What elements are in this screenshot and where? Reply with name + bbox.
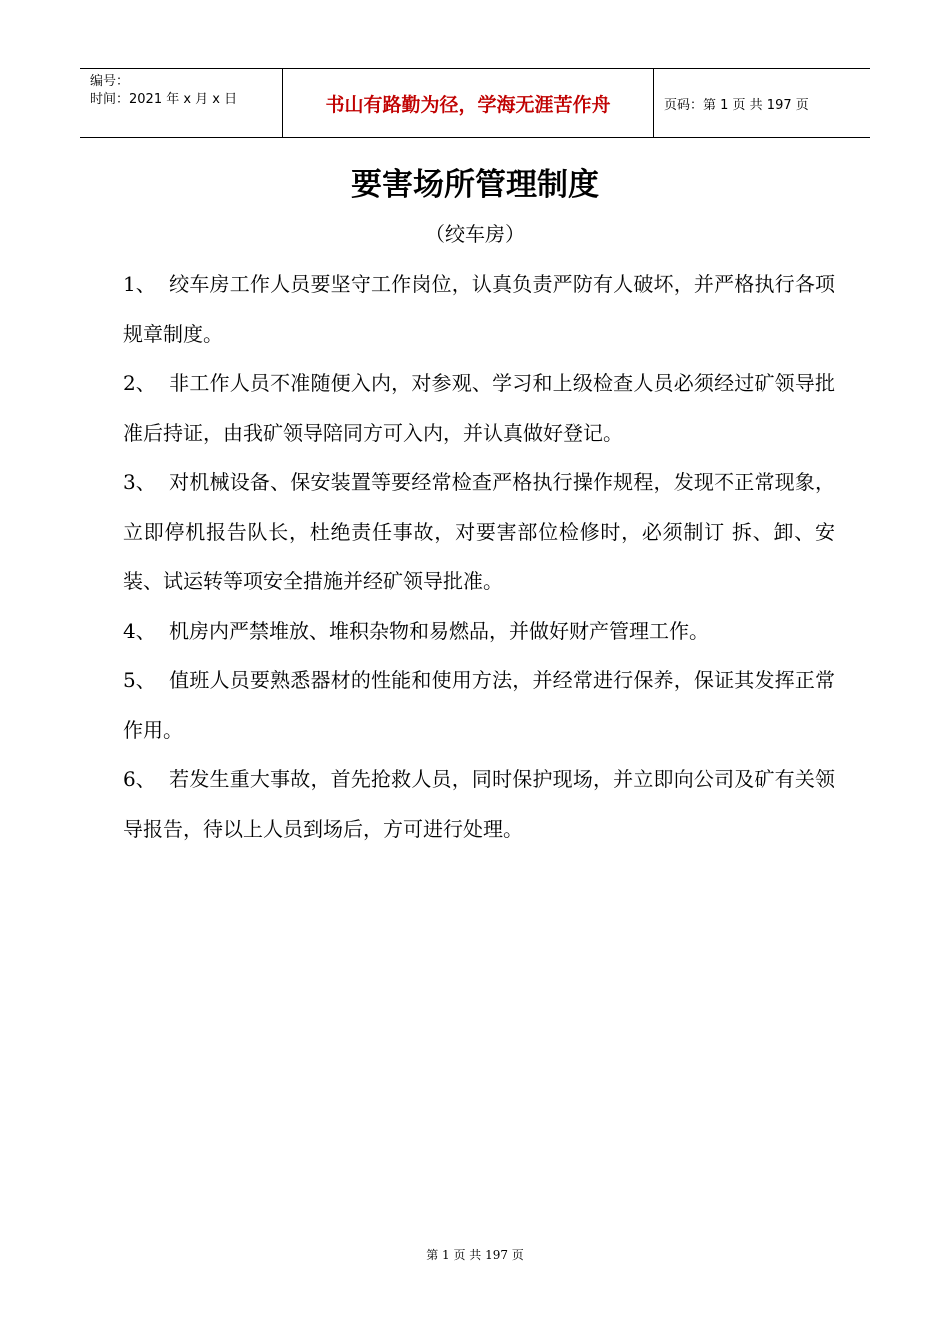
rule-text: 机房内严禁堆放、堆积杂物和易燃品，并做好财产管理工作。	[169, 618, 709, 643]
rule-number: 1、	[123, 272, 156, 296]
page-header	[80, 68, 870, 138]
rule-text: 对机械设备、保安装置等要经常检查严格执行操作规程，发现不正常现象，立即停机报告队长，杜绝责任事故，对要害部位检修时，必须制订 拆、卸、安装、试运转等项安全措施并经矿领导批准。	[123, 470, 835, 593]
rule-number: 4、	[123, 618, 156, 643]
rule-item	[123, 755, 835, 854]
rule-number: 5、	[123, 668, 156, 692]
rule-item	[123, 458, 835, 607]
rule-item	[123, 260, 835, 359]
rule-item	[123, 607, 835, 657]
rule-number: 2、	[123, 371, 156, 395]
rule-text: 绞车房工作人员要坚守工作岗位，认真负责严防有人破坏，并严格执行各项规章制度。	[123, 272, 835, 346]
rule-text: 值班人员要熟悉器材的性能和使用方法，并经常进行保养，保证其发挥正常作用。	[123, 668, 835, 742]
rules-list	[123, 260, 835, 854]
document-title: 要害场所管理制度	[351, 167, 599, 203]
header-page-info: 页码：第 1 页 共 197 页	[664, 97, 809, 113]
time-label: 时间：2021 年 x 月 x 日	[90, 92, 238, 107]
rule-item	[123, 359, 835, 458]
rule-number: 3、	[123, 470, 156, 494]
header-meta	[80, 69, 282, 137]
document-subtitle: （绞车房）	[425, 222, 525, 246]
rule-text: 若发生重大事故，首先抢救人员，同时保护现场，并立即向公司及矿有关领导报告，待以上人员到场后，方可进行处理。	[123, 767, 835, 841]
rule-item	[123, 656, 835, 755]
page-footer: 第 1 页 共 197 页	[426, 1248, 524, 1262]
rule-number: 6、	[123, 767, 156, 791]
rule-text: 非工作人员不准随便入内，对参观、学习和上级检查人员必须经过矿领导批准后持证，由我矿领导陪同方可入内，并认真做好登记。	[123, 371, 835, 445]
serial-label: 编号：	[90, 74, 130, 89]
header-motto: 书山有路勤为径，学海无涯苦作舟	[282, 69, 654, 137]
